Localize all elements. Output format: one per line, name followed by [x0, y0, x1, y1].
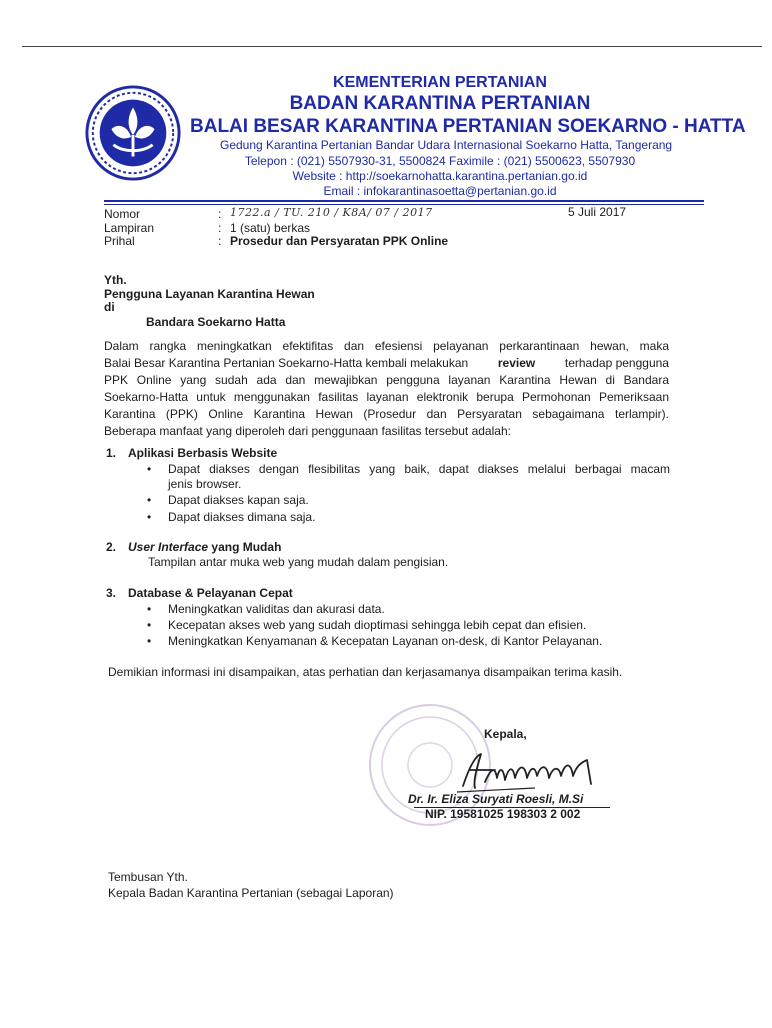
bullet-icon: • — [147, 510, 152, 524]
section-3-bullet-1: Meningkatkan validitas dan akurasi data. — [168, 602, 385, 616]
letterhead-address: Gedung Karantina Pertanian Bandar Udara Internasional Soekarno Hatta, Tangerang — [220, 138, 673, 152]
section-1-number: 1. — [106, 446, 117, 460]
section-3-title: Database & Pelayanan Cepat — [128, 586, 293, 600]
ministry-logo-icon — [84, 84, 182, 182]
section-3-bullet-2: Kecepatan akses web yang sudah dioptimasi sehingga lebih cepat dan efisien. — [168, 618, 587, 632]
handwritten-signature — [455, 748, 605, 796]
letterhead-divider-thick — [104, 200, 704, 202]
section-2-text: Tampilan antar muka web yang mudah dalam pengisian. — [148, 555, 449, 569]
top-scan-rule — [22, 46, 762, 47]
nomor-label: Nomor — [104, 207, 141, 221]
letter-date: 5 Juli 2017 — [568, 205, 627, 219]
intro-line-2-b: terhadap pengguna — [564, 356, 669, 370]
section-2-number: 2. — [106, 540, 117, 554]
section-1-bullet-1-cont: jenis browser. — [168, 477, 242, 491]
bullet-icon: • — [147, 634, 152, 648]
bullet-icon: • — [147, 618, 152, 632]
closing-text: Demikian informasi ini disampaikan, atas perhatian dan kerjasamanya disampaikan terima kasih. — [108, 665, 623, 679]
section-1-bullet-3: Dapat diakses dimana saja. — [168, 510, 316, 524]
recipient-place: Bandara Soekarno Hatta — [146, 315, 286, 329]
section-1-bullet-2: Dapat diakses kapan saja. — [168, 493, 309, 507]
prihal-label: Prihal — [104, 234, 135, 248]
signature-name: Dr. Ir. Eliza Suryati Roesli, M.Si — [408, 792, 584, 806]
letterhead-email: Email : infokarantinasoetta@pertanian.go.id — [323, 184, 557, 198]
letterhead-office: BALAI BESAR KARANTINA PERTANIAN SOEKARNO - HATTA — [190, 116, 746, 137]
prihal-value: Prosedur dan Persyaratan PPK Online — [230, 234, 449, 248]
recipient-name: Pengguna Layanan Karantina Hewan — [104, 287, 315, 301]
intro-line-3: PPK Online yang sudah ada dan mewajibkan pengguna layanan Karantina Hewan di Bandara — [104, 373, 669, 387]
intro-line-6: Beberapa manfaat yang diperoleh dari penggunaan fasilitas tersebut adalah: — [104, 424, 511, 438]
letterhead-ministry: KEMENTERIAN PERTANIAN — [333, 74, 547, 91]
recipient-yth: Yth. — [104, 273, 127, 287]
intro-line-2 — [104, 356, 669, 371]
section-2-title-italic: User Interface — [128, 540, 209, 554]
intro-line-1: Dalam rangka meningkatkan efektifitas dan efesiensi pelayanan perkarantinaan hewan, maka — [104, 339, 669, 353]
lampiran-value: 1 (satu) berkas — [230, 221, 311, 235]
lampiran-label: Lampiran — [104, 221, 155, 235]
section-3-bullet-3: Meningkatkan Kenyamanan & Kecepatan Layanan on-desk, di Kantor Pelayanan. — [168, 634, 603, 648]
intro-line-5: Karantina (PPK) Online Karantina Hewan (Prosedur dan Persyaratan sebagaimana terlampir). — [104, 407, 669, 421]
section-1-title: Aplikasi Berbasis Website — [128, 446, 278, 460]
section-2-title-rest: yang Mudah — [211, 540, 282, 554]
section-2-title — [128, 540, 281, 555]
intro-line-2-a: Balai Besar Karantina Pertanian Soekarno-Hatta kembali melakukan — [104, 356, 469, 370]
lampiran-colon: : — [218, 221, 222, 235]
bullet-icon: • — [147, 602, 152, 616]
cc-label: Tembusan Yth. — [108, 870, 188, 884]
cc-item: Kepala Badan Karantina Pertanian (sebagai Laporan) — [108, 886, 394, 900]
letterhead-website: Website : http://soekarnohatta.karantina.pertanian.go.id — [292, 169, 588, 183]
signature-nip: NIP. 19581025 198303 2 002 — [425, 807, 581, 821]
recipient-di: di — [104, 300, 115, 314]
letterhead-agency: BADAN KARANTINA PERTANIAN — [289, 93, 591, 114]
intro-review: review — [497, 356, 536, 370]
prihal-colon: : — [218, 234, 222, 248]
letterhead-phone: Telepon : (021) 5507930-31, 5500824 Faximile : (021) 5500623, 5507930 — [244, 154, 636, 168]
nomor-colon: : — [218, 207, 222, 221]
section-3-number: 3. — [106, 586, 117, 600]
section-1-bullet-1: Dapat diakses dengan flesibilitas yang baik, dapat diakses melalui berbagai macam — [168, 462, 670, 476]
intro-line-4: Soekarno-Hatta untuk menggunakan fasilitas layanan elektronik berupa Permohonan Pemeriksaan — [104, 390, 669, 404]
nomor-value: 1722.a / TU. 210 / K8A/ 07 / 2017 — [230, 206, 433, 219]
bullet-icon: • — [147, 462, 152, 476]
signature-title: Kepala, — [484, 727, 527, 741]
bullet-icon: • — [147, 493, 152, 507]
